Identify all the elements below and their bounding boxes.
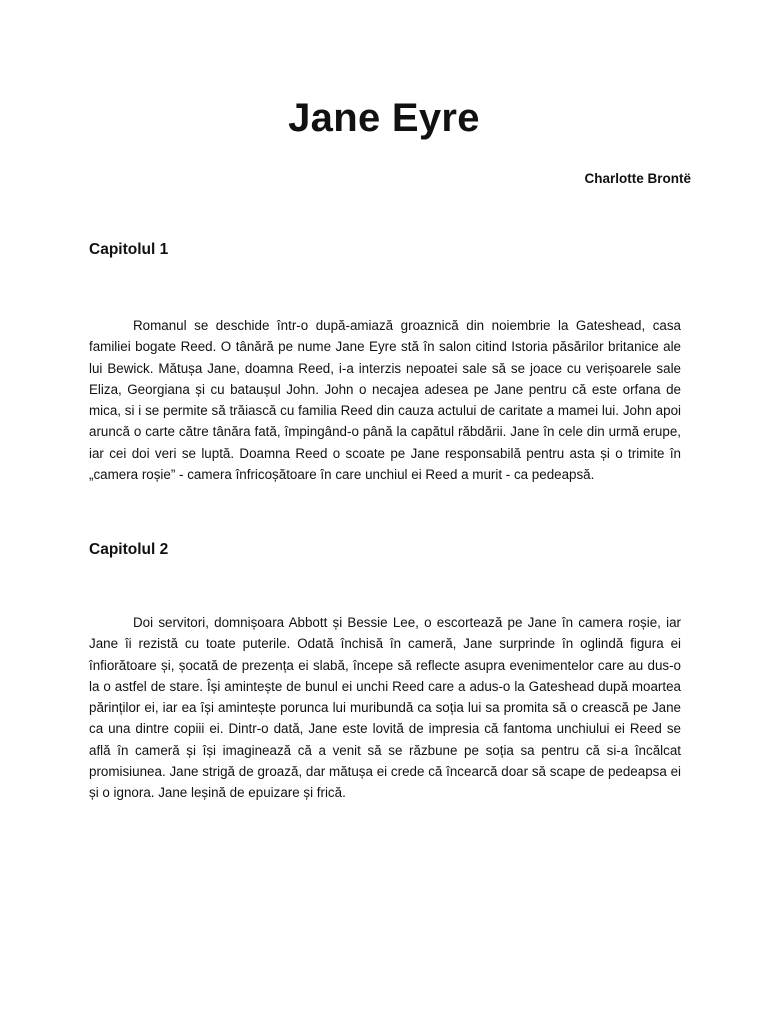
chapter-paragraph: Doi servitori, domnișoara Abbott și Bessie Lee, o escortează pe Jane în camera roșie, iar Jane îi rezistă cu toate puterile. Odată închisă în cameră, Jane surprinde în oglindă figura ei înfiorătoare și, șocată de prezența ei slabă, începe să reflecte asupra evenimentelor care au dus-o la o astfel de stare. Își amintește de bunul ei unchi Reed care a adus-o la Gateshead după moartea părinților ei, iar ea își amintește porunca lui muribundă ca soția lui sa promita să o crească pe Jane ca una dintre copiii ei. Dintr-o dată, Jane este lovită de impresia că fantoma unchiului ei Reed se află în cameră și își imaginează că a venit să se răzbune pe soția sa pentru că si-a încălcat promisiunea. Jane strigă de groază, dar mătușa ei crede că încearcă doar să scape de pedeapsa ei și o ignora. Jane leșină de epuizare și frică. — [89, 615, 681, 801]
chapter-heading: Capitolul 2 — [89, 541, 169, 558]
chapter-heading: Capitolul 1 — [89, 241, 169, 258]
document-author: Charlotte Brontë — [584, 171, 691, 186]
document-title: Jane Eyre — [288, 96, 480, 140]
chapter-paragraph: Romanul se deschide într-o după-amiază groaznică din noiembrie la Gateshead, casa familiei bogate Reed. O tânără pe nume Jane Eyre stă în salon citind Istoria păsărilor britanice ale lui Bewick. Mătușa Jane, doamna Reed, i-a interzis nepoatei sale să se joace cu verișoarele sale Eliza, Georgiana și cu bataușul John. John o necajea adesea pe Jane pentru că este orfana de mica, si i se permite să trăiască cu familia Reed din cauza actului de caritate a mamei lui. John apoi aruncă o carte către tânăra fată, împingând-o până la capătul răbdării. Jane în cele din urmă erupe, iar cei doi veri se luptă. Doamna Reed o scoate pe Jane responsabilă pentru asta și o trimite în „camera roșie” - camera înfricoșătoare în care unchiul ei Reed a murit - ca pedeapsă. — [89, 318, 681, 483]
